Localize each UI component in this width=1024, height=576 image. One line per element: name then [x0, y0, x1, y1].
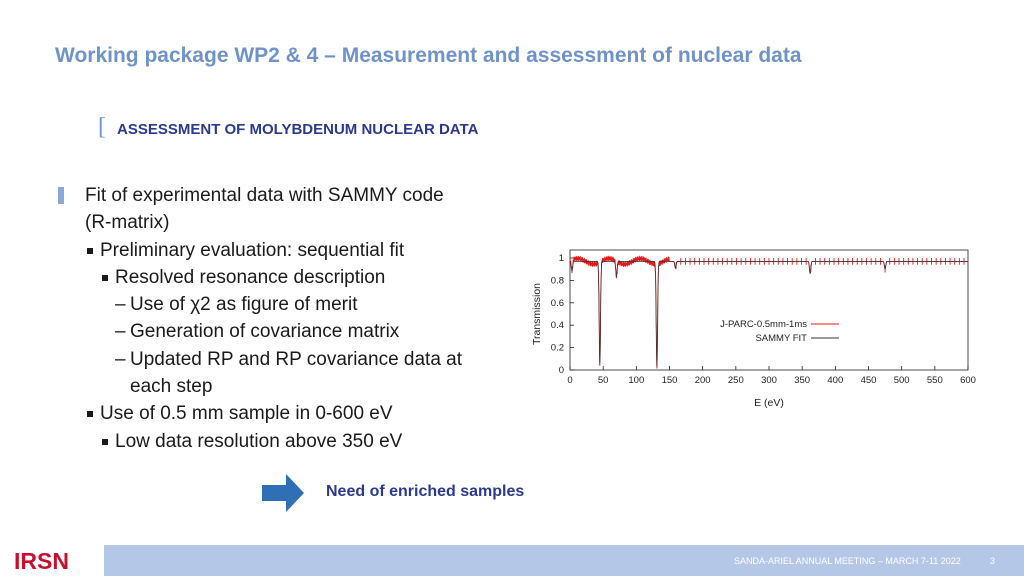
- bullet-text: Low data resolution above 350 eV: [115, 430, 403, 452]
- square-bullet-icon: [102, 439, 108, 445]
- bullet-item: [58, 237, 498, 264]
- bullet-list: [58, 182, 498, 455]
- footer-meeting: SANDA-ARIEL ANNUAL MEETING – MARCH 7-11 2022: [734, 556, 961, 566]
- section-subtitle: ASSESSMENT OF MOLYBDENUM NUCLEAR DATA: [117, 121, 479, 138]
- legend-label: J-PARC-0.5mm-1ms: [720, 319, 807, 330]
- square-bullet-icon: [102, 275, 108, 281]
- y-tick-label: 0.6: [550, 297, 564, 309]
- x-tick-label: 250: [727, 375, 744, 386]
- x-tick-label: 50: [597, 375, 609, 386]
- y-tick-label: 1: [558, 253, 564, 264]
- x-tick-label: 0: [567, 375, 573, 386]
- bullet-text: Preliminary evaluation: sequential fit: [100, 239, 405, 261]
- x-tick-label: 300: [761, 375, 777, 386]
- bullet-text: Resolved resonance description: [115, 266, 386, 288]
- dash-bullet: –: [115, 348, 126, 370]
- x-tick-label: 200: [694, 375, 711, 386]
- irsn-logo: [14, 545, 94, 576]
- x-tick-label: 600: [960, 375, 976, 386]
- y-tick-label: 0.2: [550, 342, 564, 354]
- x-tick-label: 100: [628, 375, 645, 386]
- bullet-text: Generation of covariance matrix: [130, 321, 400, 343]
- bullet-text: Updated RP and RP covariance data at: [130, 348, 463, 370]
- y-axis-label: Transmission: [531, 282, 543, 346]
- square-bullet-icon: [87, 411, 93, 417]
- bullet-text: Use of 0.5 mm sample in 0-600 eV: [100, 403, 393, 425]
- x-tick-label: 150: [661, 375, 678, 386]
- conclusion-text: Need of enriched samples: [326, 483, 525, 500]
- y-tick-label: 0.8: [550, 275, 564, 287]
- x-axis-label: E (eV): [754, 397, 784, 409]
- x-tick-label: 550: [926, 375, 943, 386]
- bullet-item: [58, 428, 498, 455]
- bullet-item: [58, 182, 498, 209]
- bullet-item: [58, 400, 498, 427]
- series-experiment-line: [570, 256, 968, 369]
- slide-title: Working package WP2 & 4 – Measurement and assessment of nuclear data: [55, 44, 802, 67]
- x-tick-label: 450: [860, 375, 877, 386]
- y-tick-label: 0.4: [550, 320, 564, 332]
- bullet-bar-marker: [58, 187, 64, 204]
- dash-bullet: –: [115, 294, 126, 316]
- bullet-item: [58, 346, 498, 373]
- x-tick-label: 400: [827, 375, 844, 386]
- bullet-text: (R-matrix): [85, 212, 170, 234]
- logo-text: IRSN: [14, 548, 69, 574]
- bullet-item: [58, 291, 498, 318]
- series-fit-line: [570, 261, 968, 366]
- y-tick-label: 0: [558, 365, 564, 376]
- bullet-text: Fit of experimental data with SAMMY code: [85, 185, 444, 206]
- transmission-chart: [526, 240, 986, 420]
- legend-label: SAMMY FIT: [755, 333, 807, 344]
- bullet-text: each step: [130, 376, 213, 398]
- bullet-item: [58, 318, 498, 345]
- page-number: 3: [990, 556, 996, 566]
- x-tick-label: 350: [794, 375, 811, 386]
- dash-bullet: –: [115, 321, 126, 343]
- plot-frame: [570, 250, 968, 370]
- x-tick-label: 500: [893, 375, 910, 386]
- bullet-item: [58, 373, 498, 400]
- bullet-item: [58, 209, 498, 236]
- square-bullet-icon: [87, 248, 93, 254]
- subtitle-bracket: [: [98, 114, 106, 140]
- right-arrow-icon: [262, 474, 308, 514]
- bullet-text: Use of χ2 as figure of merit: [130, 294, 358, 316]
- bullet-item: [58, 264, 498, 291]
